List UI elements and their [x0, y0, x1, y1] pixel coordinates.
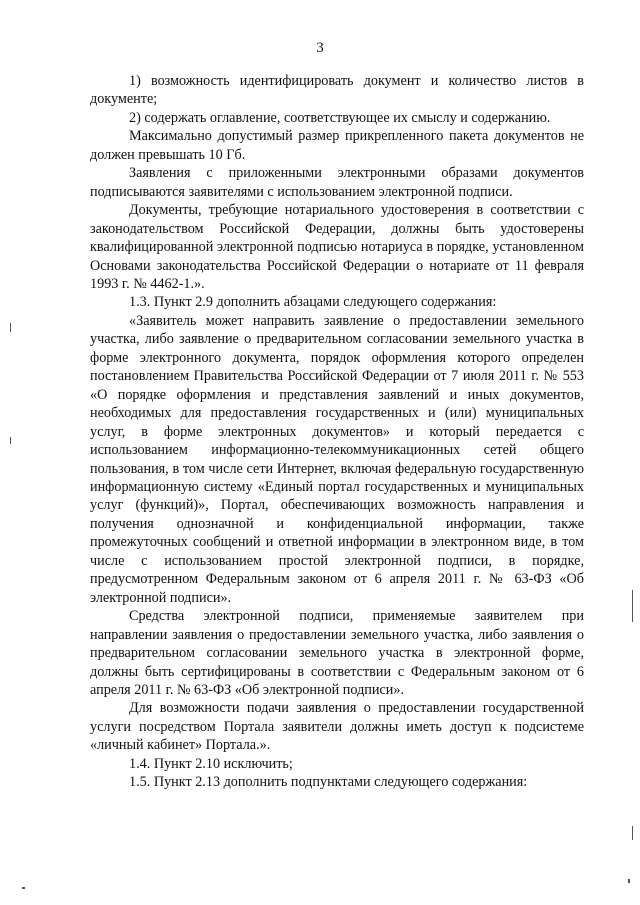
list-item-2: 2) содержать оглавление, соответствующее их смыслу и содержанию. [129, 109, 551, 126]
paragraph-applicant: «Заявитель может направить заявление о предоставлении земельного участка, либо заявление о предварительном согласовании земельного участка в форме электронного документа, порядок оформления которого определен постановлением Правительства Российской Федерации от 7 июля 2011 г. № 553 «О порядке оформления и представления заявлений и иных документов, необходимых для предоставления государственных и (или) муниципальных услуг, в форме электронных документов» и который передается с использованием информационно-телекоммуникационных сетей общего пользования, в том числе сети Интернет, включая федеральную государственную информационную систему «Единый портал государственных и муниципальных услуг (функций)», Портал, обеспечивающих возможность направления и получения однозначной и конфиденциальной информации, также промежуточных сообщений и ответной информации в электронном виде, в том числе с использованием простой электронной подписи, в порядке, предусмотренном Федеральным законом от 6 апреля 2011 г. № 63-ФЗ «Об электронной подписи». [90, 312, 584, 606]
paragraph-clause-1-3: 1.3. Пункт 2.9 дополнить абзацами следующего содержания: [129, 294, 497, 311]
paragraph-portal-access: Для возможности подачи заявления о предоставлении государственной услуги посредством Портала заявители должны иметь доступ к подсистеме «личный кабинет» Портала.». [90, 700, 584, 754]
paragraph-clause-1-5: 1.5. Пункт 2.13 дополнить подпунктами следующего содержания: [129, 774, 528, 791]
paragraph-clause-1-4: 1.4. Пункт 2.10 исключить; [129, 755, 293, 772]
scan-mark [22, 887, 25, 889]
page-number: 3 [316, 40, 324, 56]
document-body [90, 72, 584, 792]
scan-mark [10, 437, 11, 444]
scan-mark [632, 826, 633, 840]
paragraph-max-size: Максимально допустимый размер прикрепленного пакета документов не должен превышать 10 Гб. [90, 128, 584, 163]
scan-mark [628, 879, 630, 883]
paragraph-signature: Заявления с приложенными электронными образами документов подписываются заявителями с использованием электронной подписи. [90, 165, 584, 200]
scan-mark [632, 590, 633, 622]
paragraph-signature-tools: Средства электронной подписи, применяемые заявителем при направлении заявления о предоставлении земельного участка, либо заявления о предварительном согласовании земельного участка в электронной форме, должны быть сертифицированы в соответствии с Федеральным законом от 6 апреля 2011 г. № 63-ФЗ «Об электронной подписи». [90, 608, 584, 698]
paragraph-notary: Документы, требующие нотариального удостоверения в соответствии с законодательством Российской Федерации, должны быть удостоверены квалифицированной электронной подписью нотариуса в порядке, установленном Основами законодательства Российской Федерации о нотариате от 11 февраля 1993 г. № 4462-1.». [90, 202, 584, 292]
list-item-1: 1) возможность идентифицировать документ и количество листов в документе; [90, 73, 584, 108]
scan-mark [10, 323, 11, 332]
